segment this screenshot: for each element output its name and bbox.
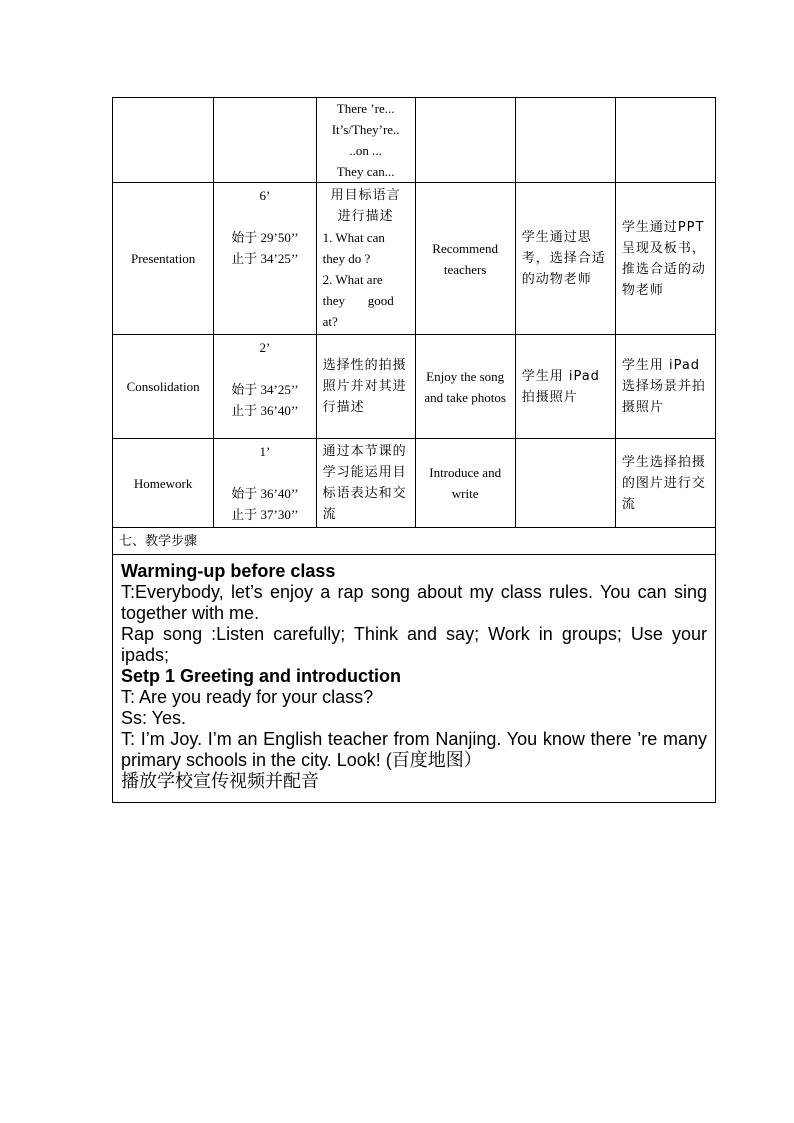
target-line: It’s/They’re.. bbox=[331, 122, 400, 137]
target-language-cell bbox=[316, 183, 415, 335]
table-row bbox=[113, 183, 716, 335]
design-text: 学生用 iPad 选择场景并拍摄照片 bbox=[621, 358, 706, 415]
lesson-plan-table bbox=[112, 97, 716, 803]
stage-label: Consolidation bbox=[126, 379, 200, 394]
time-start: 始于 29’50’’ bbox=[231, 230, 299, 245]
target-line: 2. What are bbox=[322, 272, 383, 287]
time-cell bbox=[214, 98, 316, 183]
student-activity-cell bbox=[515, 98, 615, 183]
target-line: they do ? bbox=[322, 251, 371, 266]
target-line: 选择性的拍摄照片并对其进行描述 bbox=[322, 358, 407, 415]
teacher-line: T: Are you ready for your class? bbox=[121, 687, 374, 707]
time-start: 始于 36’40’’ bbox=[231, 486, 299, 501]
design-cell bbox=[615, 183, 715, 335]
target-line: they good bbox=[322, 293, 394, 308]
time-duration: 2’ bbox=[259, 340, 271, 355]
time-end: 止于 34’25’’ bbox=[231, 251, 299, 266]
section-heading bbox=[113, 528, 716, 555]
target-language-cell bbox=[316, 335, 415, 439]
design-text: 学生选择拍摄的图片进行交流 bbox=[621, 454, 706, 512]
target-line: 1. What can bbox=[322, 230, 385, 245]
student-activity-cell bbox=[515, 335, 615, 439]
time-duration: 1’ bbox=[259, 444, 271, 459]
target-line: 通过本节课的学习能运用目标语表达和交流 bbox=[322, 444, 407, 522]
time-end: 止于 36’40’’ bbox=[231, 403, 299, 418]
activity-cell bbox=[415, 439, 515, 528]
stage-label: Presentation bbox=[130, 251, 196, 266]
student-activity-cell bbox=[515, 439, 615, 528]
students-line: Ss: Yes. bbox=[121, 708, 187, 728]
activity-label: Recommend teachers bbox=[432, 240, 499, 277]
time-cell bbox=[214, 183, 316, 335]
target-language-cell bbox=[316, 98, 415, 183]
student-activity-cell bbox=[515, 183, 615, 335]
design-text: 学生通过PPT呈现及板书，推选合适的动物老师 bbox=[621, 219, 706, 298]
teaching-steps-content bbox=[113, 555, 716, 803]
stage-cell bbox=[113, 183, 214, 335]
activity-cell bbox=[415, 335, 515, 439]
design-cell bbox=[615, 439, 715, 528]
target-line: at? bbox=[322, 314, 338, 329]
activity-cell bbox=[415, 98, 515, 183]
stage-label: Homework bbox=[133, 475, 193, 491]
section-heading-text: 七、教学步骤 bbox=[119, 533, 198, 549]
rap-song-line: Rap song :Listen carefully; Think and say; Work in groups; Use your ipads; bbox=[121, 624, 707, 665]
target-line: There ’re... bbox=[336, 101, 395, 116]
chinese-instruction-line: 播放学校宣传视频并配音 bbox=[121, 771, 319, 792]
design-cell bbox=[615, 335, 715, 439]
time-start: 始于 34’25’’ bbox=[231, 382, 299, 397]
table-row bbox=[113, 528, 716, 555]
step1-title: Setp 1 Greeting and introduction bbox=[121, 666, 402, 686]
target-line: 用目标语言 bbox=[330, 188, 401, 203]
time-cell bbox=[214, 335, 316, 439]
time-end: 止于 37’30’’ bbox=[231, 507, 299, 522]
table-row bbox=[113, 98, 716, 183]
target-line: ..on ... bbox=[349, 143, 382, 158]
warmup-title: Warming-up before class bbox=[121, 561, 336, 581]
activity-label: Enjoy the song and take photos bbox=[424, 368, 506, 405]
stage-cell bbox=[113, 335, 214, 439]
design-cell bbox=[615, 98, 715, 183]
table-row bbox=[113, 335, 716, 439]
stage-cell bbox=[113, 98, 214, 183]
activity-label: Introduce and write bbox=[429, 465, 502, 501]
student-activity-text: 学生用 iPad 拍摄照片 bbox=[521, 368, 600, 405]
table-row bbox=[113, 555, 716, 803]
table-row bbox=[113, 439, 716, 528]
student-activity-text: 学生通过思考，选择合适的动物老师 bbox=[521, 230, 606, 287]
warmup-teacher-line: T:Everybody, let’s enjoy a rap song about my class rules. You can sing together with me. bbox=[121, 582, 707, 623]
teacher-line: T: I’m Joy. I’m an English teacher from Nanjing. You know there ’re many primary schools in the city. Look! (百度地图） bbox=[121, 729, 707, 770]
stage-cell bbox=[113, 439, 214, 528]
activity-cell bbox=[415, 183, 515, 335]
target-line: 进行描述 bbox=[337, 209, 394, 224]
target-line: They can... bbox=[336, 164, 395, 179]
target-language-cell bbox=[316, 439, 415, 528]
time-duration: 6’ bbox=[259, 188, 271, 203]
time-cell bbox=[214, 439, 316, 528]
